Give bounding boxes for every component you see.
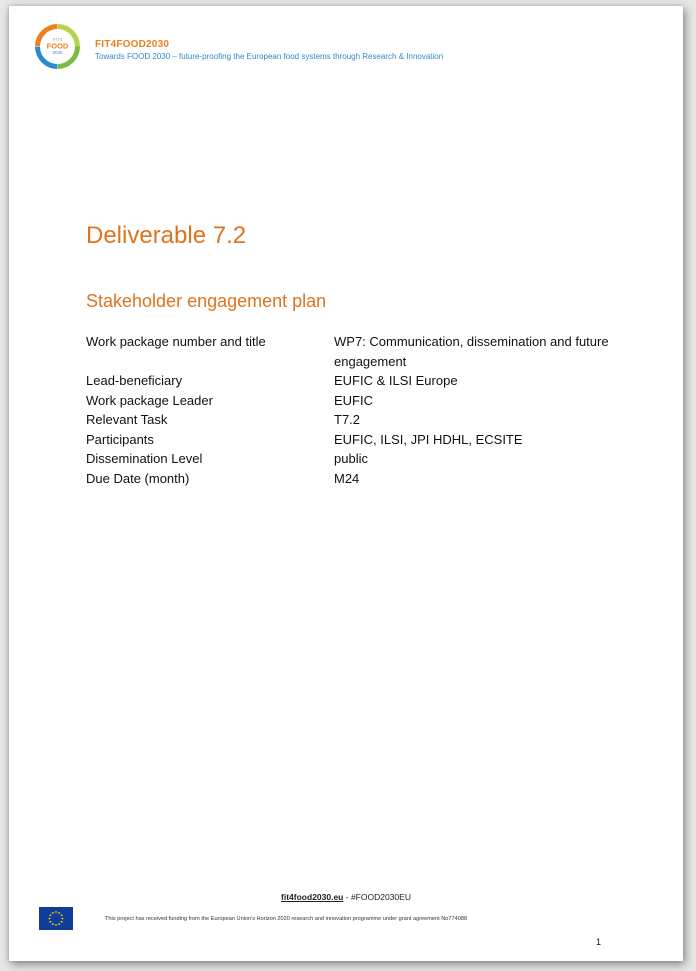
header-title: FIT4FOOD2030 [95,39,170,50]
info-row-relevant-task [86,410,646,430]
funding-statement: This project has received funding from the European Union's Horizon 2020 research and innovation programme under grant agreement No774088 [105,916,468,922]
info-label: Relevant Task [86,412,168,427]
info-label: Work package number and title [86,334,266,349]
header-subtitle: Towards FOOD 2030 – future-proofing the European food systems through Research & Innovation [95,52,444,61]
plan-title: Stakeholder engagement plan [86,291,327,311]
info-row-due-date [86,469,646,489]
footer-website-link[interactable]: fit4food2030.eu [281,892,344,902]
info-row-participants [86,430,646,450]
info-row-lead-beneficiary [86,371,646,391]
info-value: M24 [334,470,360,486]
info-table [86,332,646,488]
info-value: EUFIC & ILSI Europe [334,373,458,388]
info-label: Participants [86,431,154,447]
info-row-dissemination-level [86,449,646,469]
document-page [9,6,683,961]
logo-text-3: 2030 [52,50,63,55]
info-value: EUFIC, ILSI, JPI HDHL, ECSITE [334,431,523,447]
info-value: public [334,451,368,466]
info-row-work-package-leader [86,391,646,411]
info-row-work-package [86,332,646,371]
footer-separator: - [343,892,351,902]
info-value: WP7: Communication, dissemination and future engagement [334,334,609,369]
logo-text-1: FIT4 [52,37,63,42]
deliverable-title: Deliverable 7.2 [86,222,247,249]
info-value: T7.2 [334,412,361,427]
info-label: Lead-beneficiary [86,373,183,388]
info-label: Work package Leader [86,392,213,408]
page-number: 1 [596,937,602,947]
info-label: Due Date (month) [86,470,190,486]
logo-text-2: FOOD [46,41,69,51]
eu-flag-icon [39,907,73,930]
info-value: EUFIC [334,392,373,408]
footer-hashtag: #FOOD2030EU [350,892,411,902]
footer-website [9,892,683,902]
info-label: Dissemination Level [86,451,203,466]
fit4food2030-logo-icon [35,24,80,69]
